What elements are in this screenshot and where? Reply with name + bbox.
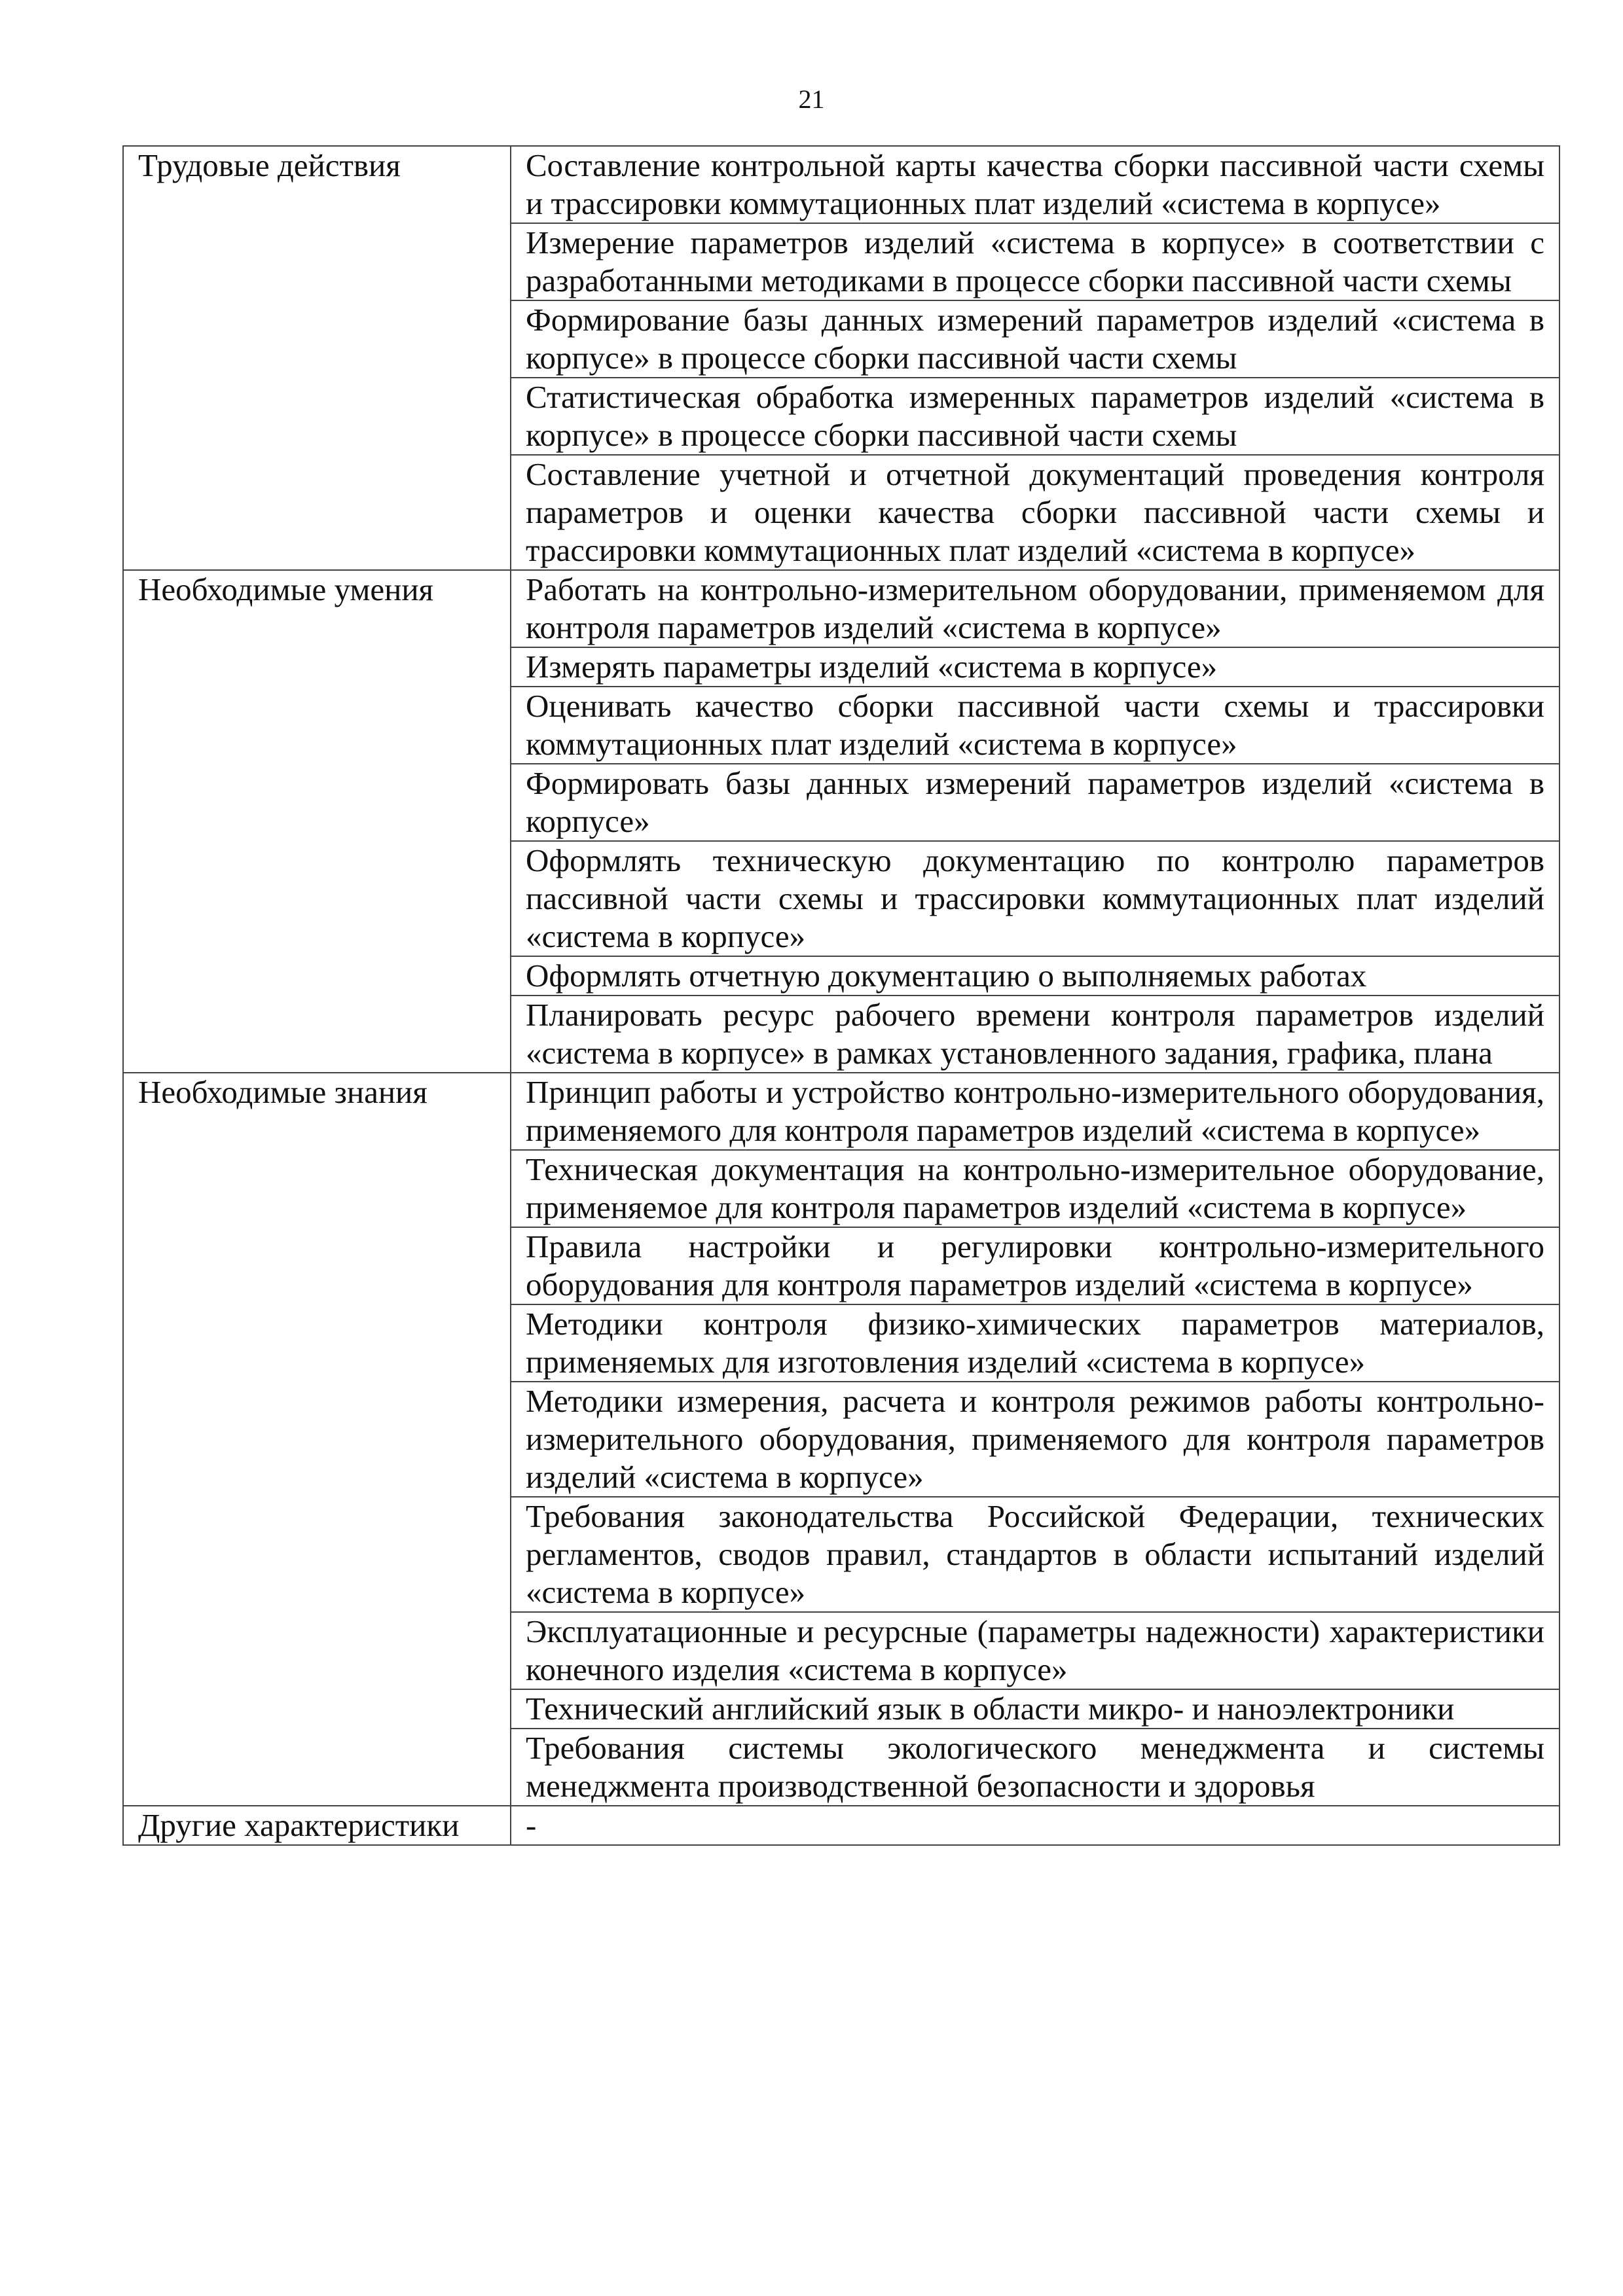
table-cell: Требования законодательства Российской Федерации, технических регламентов, сводов правил, стандартов в области испытаний изделий «система в корпусе» xyxy=(511,1497,1559,1612)
table-cell: Технический английский язык в области микро- и наноэлектроники xyxy=(511,1689,1559,1729)
table-cell: Методики измерения, расчета и контроля режимов работы контрольно-измерительного оборудования, применяемого для контроля параметров изделий «система в корпусе» xyxy=(511,1382,1559,1497)
table-cell: Эксплуатационные и ресурсные (параметры надежности) характеристики конечного изделия «система в корпусе» xyxy=(511,1612,1559,1689)
table-row xyxy=(123,1806,1559,1845)
section-label-required-skills: Необходимые умения xyxy=(123,570,511,1073)
table-cell: Требования системы экологического менеджмента и системы менеджмента производственной безопасности и здоровья xyxy=(511,1729,1559,1806)
section-label-other-characteristics: Другие характеристики xyxy=(123,1806,511,1845)
table-row xyxy=(123,570,1559,647)
table-cell: Составление контрольной карты качества сборки пассивной части схемы и трассировки коммутационных плат изделий «система в корпусе» xyxy=(511,146,1559,223)
table-row xyxy=(123,1073,1559,1150)
table-row xyxy=(123,146,1559,223)
table-cell: Методики контроля физико-химических параметров материалов, применяемых для изготовления изделий «система в корпусе» xyxy=(511,1304,1559,1382)
table-cell: Техническая документация на контрольно-измерительное оборудование, применяемое для контроля параметров изделий «система в корпусе» xyxy=(511,1150,1559,1227)
table-cell: Оформлять техническую документацию по контролю параметров пассивной части схемы и трассировки коммутационных плат изделий «система в корпусе» xyxy=(511,841,1559,956)
table-cell: Оформлять отчетную документацию о выполняемых работах xyxy=(511,956,1559,996)
table-cell: - xyxy=(511,1806,1559,1845)
table-cell: Работать на контрольно-измерительном оборудовании, применяемом для контроля параметров изделий «система в корпусе» xyxy=(511,570,1559,647)
table-cell: Составление учетной и отчетной документаций проведения контроля параметров и оценки качества сборки пассивной части схемы и трассировки коммутационных плат изделий «система в корпусе» xyxy=(511,455,1559,570)
table-cell: Формирование базы данных измерений параметров изделий «система в корпусе» в процессе сборки пассивной части схемы xyxy=(511,300,1559,378)
table-cell: Измерять параметры изделий «система в корпусе» xyxy=(511,647,1559,687)
page-number: 21 xyxy=(798,84,825,114)
table-cell: Формировать базы данных измерений параметров изделий «система в корпусе» xyxy=(511,764,1559,841)
section-label-labor-actions: Трудовые действия xyxy=(123,146,511,570)
table-cell: Оценивать качество сборки пассивной части схемы и трассировки коммутационных плат изделий «система в корпусе» xyxy=(511,687,1559,764)
table-cell: Планировать ресурс рабочего времени контроля параметров изделий «система в корпусе» в рамках установленного задания, графика, плана xyxy=(511,996,1559,1073)
table-cell: Измерение параметров изделий «система в корпусе» в соответствии с разработанными методиками в процессе сборки пассивной части схемы xyxy=(511,223,1559,300)
table-cell: Правила настройки и регулировки контрольно-измерительного оборудования для контроля параметров изделий «система в корпусе» xyxy=(511,1227,1559,1304)
table-cell: Статистическая обработка измеренных параметров изделий «система в корпусе» в процессе сборки пассивной части схемы xyxy=(511,378,1559,455)
section-label-required-knowledge: Необходимые знания xyxy=(123,1073,511,1806)
table-cell: Принцип работы и устройство контрольно-измерительного оборудования, применяемого для контроля параметров изделий «система в корпусе» xyxy=(511,1073,1559,1150)
qualification-table xyxy=(122,145,1560,1846)
